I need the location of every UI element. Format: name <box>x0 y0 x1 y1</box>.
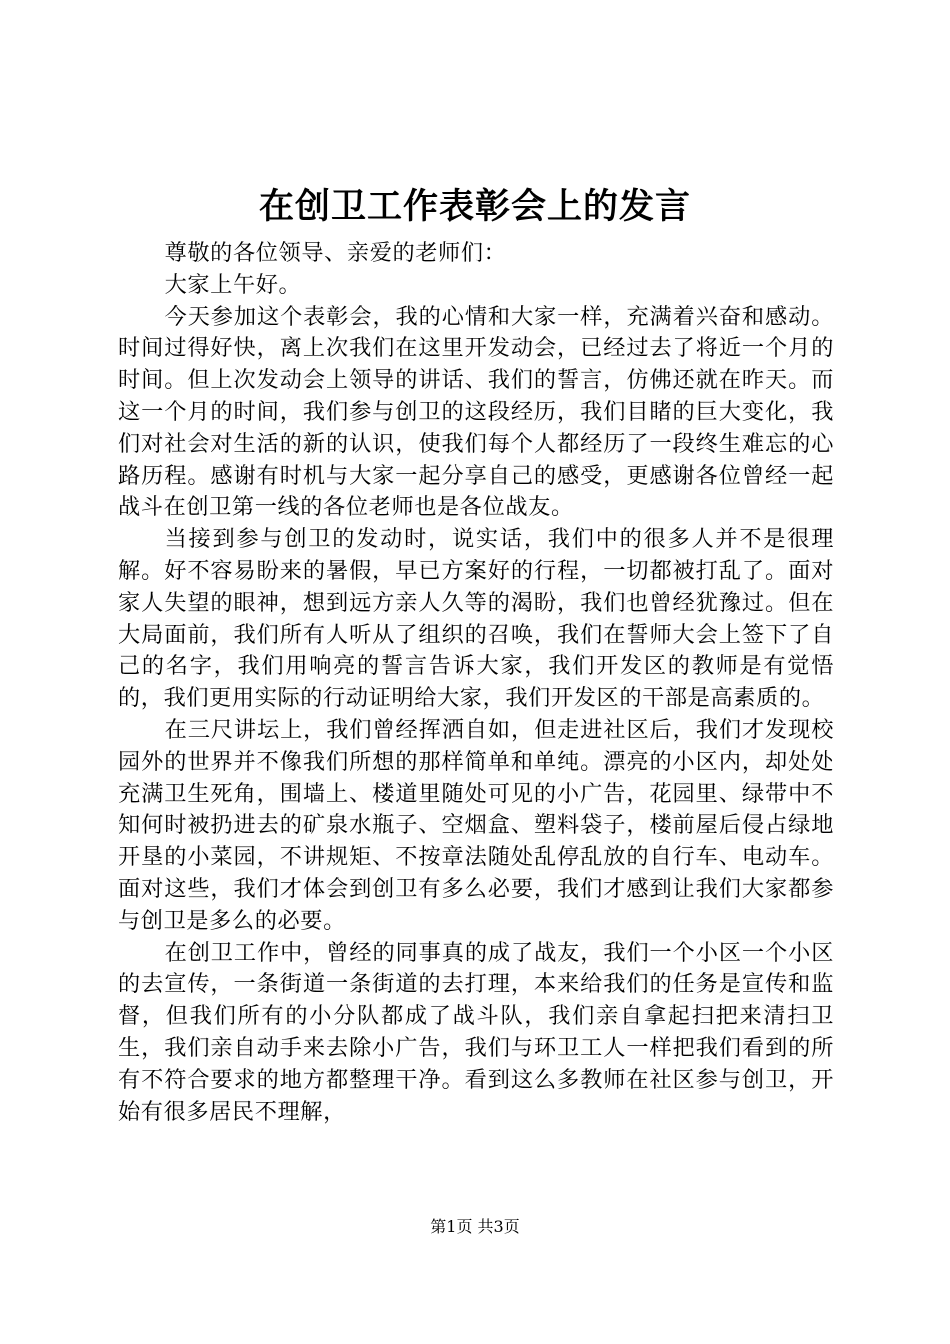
body-paragraph-3: 在三尺讲坛上，我们曾经挥洒自如，但走进社区后，我们才发现校园外的世界并不像我们所想的那样简单和单纯。漂亮的小区内，却处处充满卫生死角，围墙上、楼道里随处可见的小广告，花园里、绿带中不知何时被扔进去的矿泉水瓶子、空烟盒、塑料袋子，楼前屋后侵占绿地开垦的小菜园，不讲规矩、不按章法随处乱停乱放的自行车、电动车。面对这些，我们才体会到创卫有多么必要，我们才感到让我们大家都参与创卫是多么的必要。 <box>118 716 834 934</box>
greeting-paragraph: 大家上午好。 <box>164 271 302 298</box>
body-paragraph-1: 今天参加这个表彰会，我的心情和大家一样，充满着兴奋和感动。时间过得好快，离上次我们在这里开发动会，已经过去了将近一个月的时间。但上次发动会上领导的讲话、我们的誓言，仿佛还就在昨天。而这一个月的时间，我们参与创卫的这段经历，我们目睹的巨大变化，我们对社会对生活的新的认识，使我们每个人都经历了一段终生难忘的心路历程。感谢有时机与大家一起分享自己的感受，更感谢各位曾经一起战斗在创卫第一线的各位老师也是各位战友。 <box>118 303 834 521</box>
page-footer: 第1页 共3页 <box>430 1217 520 1236</box>
document-title: 在创卫工作表彰会上的发言 <box>258 186 691 227</box>
document-body <box>118 238 834 1128</box>
salutation-paragraph: 尊敬的各位领导、亲爱的老师们： <box>164 240 507 266</box>
body-paragraph-2: 当接到参与创卫的发动时，说实话，我们中的很多人并不是很理解。好不容易盼来的暑假，早已方案好的行程，一切都被打乱了。面对家人失望的眼神，想到远方亲人久等的渴盼，我们也曾经犹豫过。但在大局面前，我们所有人听从了组织的召唤，我们在誓师大会上签下了自己的名字，我们用响亮的誓言告诉大家，我们开发区的教师是有觉悟的，我们更用实际的行动证明给大家，我们开发区的干部是高素质的。 <box>118 526 834 712</box>
body-paragraph-4: 在创卫工作中，曾经的同事真的成了战友，我们一个小区一个小区的去宣传，一条街道一条街道的去打理，本来给我们的任务是宣传和监督，但我们所有的小分队都成了战斗队，我们亲自拿起扫把来清扫卫生，我们亲自动手来去除小广告，我们与环卫工人一样把我们看到的所有不符合要求的地方都整理干净。看到这么多教师在社区参与创卫，开始有很多居民不理解， <box>118 939 834 1125</box>
